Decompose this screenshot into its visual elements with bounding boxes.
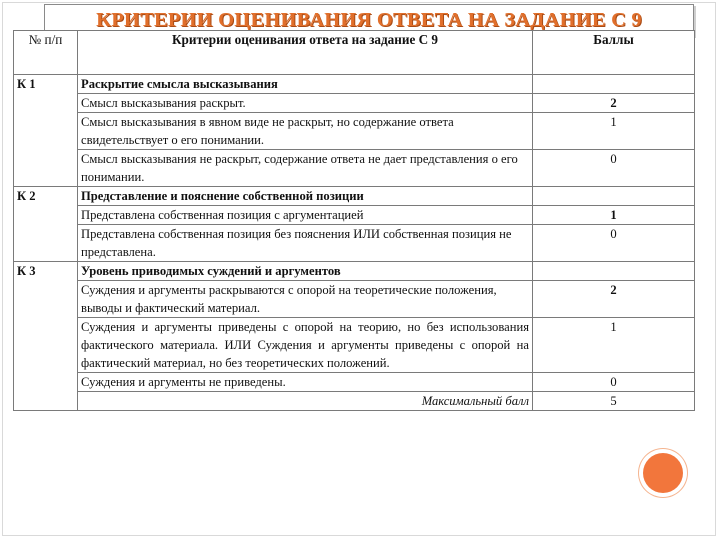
table-row bbox=[14, 262, 695, 281]
table-row bbox=[14, 75, 695, 94]
criterion-number: К 3 bbox=[14, 262, 78, 411]
table-row bbox=[14, 318, 695, 373]
score-cell bbox=[533, 75, 695, 94]
header-criteria: Критерии оценивания ответа на задание С 9 bbox=[78, 31, 533, 75]
header-num: № п/п bbox=[14, 31, 78, 75]
criterion-heading: Представление и пояснение собственной позиции bbox=[78, 187, 533, 206]
decorative-orange-circle bbox=[643, 453, 683, 493]
table-row bbox=[14, 113, 695, 150]
max-score-row bbox=[14, 392, 695, 411]
criterion-number: К 2 bbox=[14, 187, 78, 262]
criterion-text: Суждения и аргументы раскрываются с опорой на теоретические положения, выводы и фактический материал. bbox=[78, 281, 533, 318]
score-cell bbox=[533, 262, 695, 281]
table-header-row bbox=[14, 31, 695, 75]
criterion-heading: Раскрытие смысла высказывания bbox=[78, 75, 533, 94]
score-cell: 0 bbox=[533, 373, 695, 392]
criterion-text: Представлена собственная позиция с аргументацией bbox=[78, 206, 533, 225]
table-row bbox=[14, 150, 695, 187]
score-cell: 0 bbox=[533, 225, 695, 262]
table-row bbox=[14, 373, 695, 392]
table-row bbox=[14, 206, 695, 225]
criterion-text: Суждения и аргументы приведены с опорой на теорию, но без использования фактического материала. ИЛИ Суждения и аргументы приведены с опорой на фактический материал, но без теоретических положений. bbox=[78, 318, 533, 373]
score-cell: 1 bbox=[533, 318, 695, 373]
score-cell: 2 bbox=[533, 94, 695, 113]
score-cell: 0 bbox=[533, 150, 695, 187]
score-cell: 1 bbox=[533, 113, 695, 150]
criterion-text: Суждения и аргументы не приведены. bbox=[78, 373, 533, 392]
score-cell bbox=[533, 187, 695, 206]
header-points: Баллы bbox=[533, 31, 695, 75]
score-cell: 1 bbox=[533, 206, 695, 225]
table-row bbox=[14, 281, 695, 318]
table-row bbox=[14, 187, 695, 206]
table-row bbox=[14, 225, 695, 262]
criterion-heading: Уровень приводимых суждений и аргументов bbox=[78, 262, 533, 281]
criterion-text: Смысл высказывания в явном виде не раскрыт, но содержание ответа свидетельствует о его понимании. bbox=[78, 113, 533, 150]
criterion-text: Смысл высказывания не раскрыт, содержание ответа не дает представления о его понимании. bbox=[78, 150, 533, 187]
page-title: КРИТЕРИИ ОЦЕНИВАНИЯ ОТВЕТА НА ЗАДАНИЕ С 9 bbox=[96, 8, 642, 31]
max-score-value: 5 bbox=[533, 392, 695, 411]
criterion-text: Представлена собственная позиция без пояснения ИЛИ собственная позиция не представлена. bbox=[78, 225, 533, 262]
criterion-text: Смысл высказывания раскрыт. bbox=[78, 94, 533, 113]
max-score-label: Максимальный балл bbox=[78, 392, 533, 411]
score-cell: 2 bbox=[533, 281, 695, 318]
criteria-table bbox=[13, 30, 695, 411]
table-row bbox=[14, 94, 695, 113]
criterion-number: К 1 bbox=[14, 75, 78, 187]
